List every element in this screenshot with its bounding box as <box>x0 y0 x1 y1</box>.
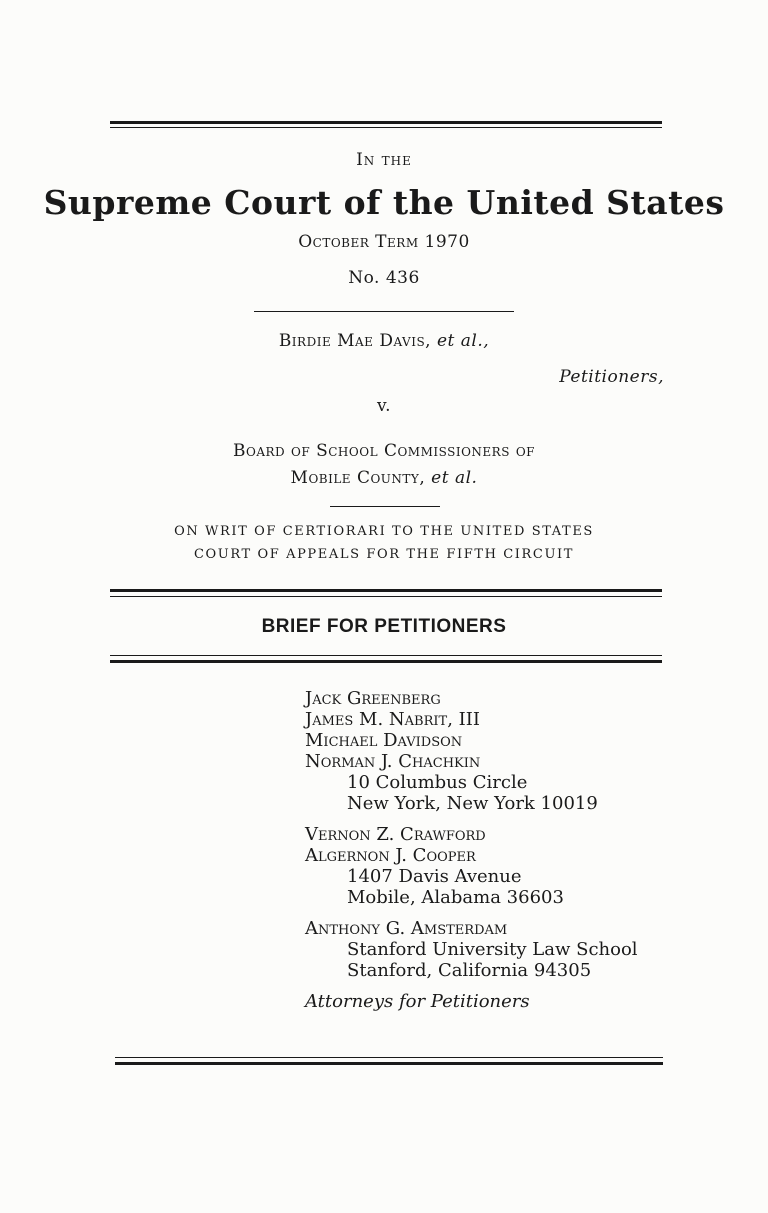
attorney-name: Algernon J. Cooper <box>305 845 476 866</box>
attorney-name: James M. Nabrit, III <box>305 709 480 730</box>
respondent-line2 <box>0 468 768 488</box>
writ-line2: COURT OF APPEALS FOR THE FIFTH CIRCUIT <box>193 547 575 562</box>
attorney-name: Vernon Z. Crawford <box>305 824 486 845</box>
attorney-group-2 <box>305 824 725 908</box>
respondent-name: Mobile County, <box>290 468 426 488</box>
in-the-label: In the <box>356 150 412 170</box>
attorney-name: Michael Davidson <box>305 730 463 751</box>
petitioners-label: Petitioners, <box>559 367 664 387</box>
attorney-address: Stanford University Law School <box>347 939 638 960</box>
attorney-block <box>305 688 725 1012</box>
versus-label: v. <box>377 396 391 416</box>
attorney-group-1 <box>305 688 725 814</box>
petitioner-name: Birdie Mae Davis, <box>278 331 432 351</box>
brief-rule-bottom-thick <box>110 660 662 663</box>
petitioner-etal: et al., <box>436 331 490 351</box>
court-title: Supreme Court of the United States <box>43 183 725 222</box>
header-divider <box>254 311 514 312</box>
attorney-group-3 <box>305 918 725 981</box>
caption-divider <box>330 506 440 507</box>
attorney-name: Anthony G. Amsterdam <box>305 918 508 939</box>
attorneys-for-label: Attorneys for Petitioners <box>305 991 530 1012</box>
bottom-rule-thin <box>115 1057 663 1058</box>
term-label: October Term 1970 <box>298 232 470 252</box>
brief-rule-top-thick <box>110 589 662 592</box>
top-rule-thick <box>110 121 662 124</box>
brief-rule-top-thin <box>110 596 662 597</box>
top-rule-thin <box>110 127 662 128</box>
bottom-rule-thick <box>115 1062 663 1065</box>
attorney-address: 1407 Davis Avenue <box>347 866 522 887</box>
brief-rule-bottom-thin <box>110 655 662 656</box>
respondent-line1: Board of School Commissioners of <box>232 441 536 461</box>
attorney-address: 10 Columbus Circle <box>347 772 528 793</box>
attorney-name: Jack Greenberg <box>305 688 441 709</box>
attorney-address: Mobile, Alabama 36603 <box>347 887 564 908</box>
case-number: No. 436 <box>348 268 420 288</box>
attorney-name: Norman J. Chachkin <box>305 751 481 772</box>
brief-title: BRIEF FOR PETITIONERS <box>261 616 507 637</box>
petitioner-line <box>0 331 768 351</box>
respondent-etal: et al. <box>431 468 478 488</box>
attorney-address: New York, New York 10019 <box>347 793 598 814</box>
writ-line1: ON WRIT OF CERTIORARI TO THE UNITED STATES <box>174 524 594 539</box>
attorney-address: Stanford, California 94305 <box>347 960 592 981</box>
